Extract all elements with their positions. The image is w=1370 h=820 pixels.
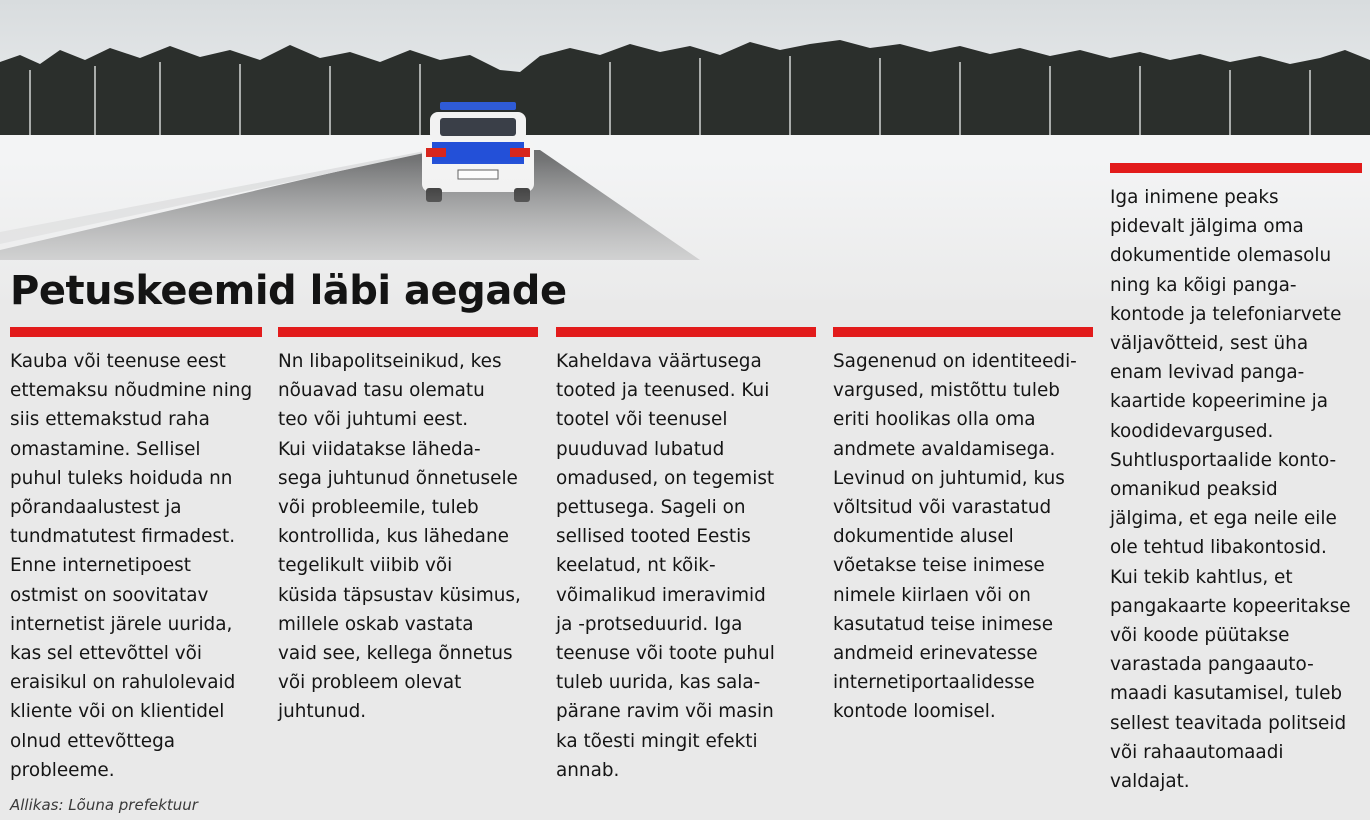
column-text: Kauba või teenuse eest ettemaksu nõudmine ning siis ettemakstud raha omastamine. Sellisel puhul tuleks hoiduda nn põrandaalustest ja tundmatutest firmadest. Enne internetipoest ostmist on soovitatav internetist järele uurida, kas sel ettevõttel või eraisikul on rahulolevaid kliente või on klientidel olnud ettevõttega probleeme. [10, 351, 253, 781]
column-3 [556, 327, 816, 785]
source-credit: Allikas: Lõuna prefektuur [10, 796, 198, 814]
red-divider-bar [278, 327, 538, 337]
column-5 [1110, 163, 1362, 796]
red-divider-bar [556, 327, 816, 337]
red-divider-bar [1110, 163, 1362, 173]
red-divider-bar [10, 327, 262, 337]
red-divider-bar [833, 327, 1093, 337]
column-4 [833, 327, 1093, 727]
column-text: Sagenenud on identiteedi- vargused, mistõttu tuleb eriti hoolikas olla oma andmete avaldamisega. Levinud on juhtumid, kus võltsitud või varastatud dokumentide alusel võetakse teise inimese nimele kiirlaen või on kasutatud teise inimese andmeid erinevatesse internetiportaalidesse kontode loomisel. [833, 351, 1077, 723]
column-text: Kaheldava väärtusega tooted ja teenused. Kui tootel või teenusel puuduvad lubatud omadused, on tegemist pettusega. Sageli on sellised tooted Eestis keelatud, nt kõik- võimalikud imeravimid ja -protseduurid. Iga teenuse või toote puhul tuleb uurida, kas sala- pärane ravim või masin ka tõesti mingit efekti annab. [556, 351, 775, 781]
column-2 [278, 327, 538, 727]
headline: Petuskeemid läbi aegade [10, 268, 567, 314]
column-1 [10, 327, 262, 785]
column-text: Nn libapolitseinikud, kes nõuavad tasu olematu teo või juhtumi eest. Kui viidatakse läheda- sega juhtunud õnnetusele või probleemile, tuleb kontrollida, kus lähedane tegelikult viibib või küsida täpsustav küsimus, millele oskab vastata vaid see, kellega õnnetus või probleem olevat juhtunud. [278, 351, 521, 723]
column-text: Iga inimene peaks pidevalt jälgima oma dokumentide olemasolu ning ka kõigi panga- kontode ja telefoniarvete väljavõtteid, sest üha enam levivad panga- kaartide kopeerimine ja koodidevargused. Suhtlusportaalide konto- omanikud peaksid jälgima, et ega neile eile ole tehtud libakontosid. Kui tekib kahtlus, et pangakaarte kopeeritakse või koode püütakse varastada pangaauto- maadi kasutamisel, tuleb sellest teavitada politseid või rahaautomaadi valdajat. [1110, 187, 1351, 793]
